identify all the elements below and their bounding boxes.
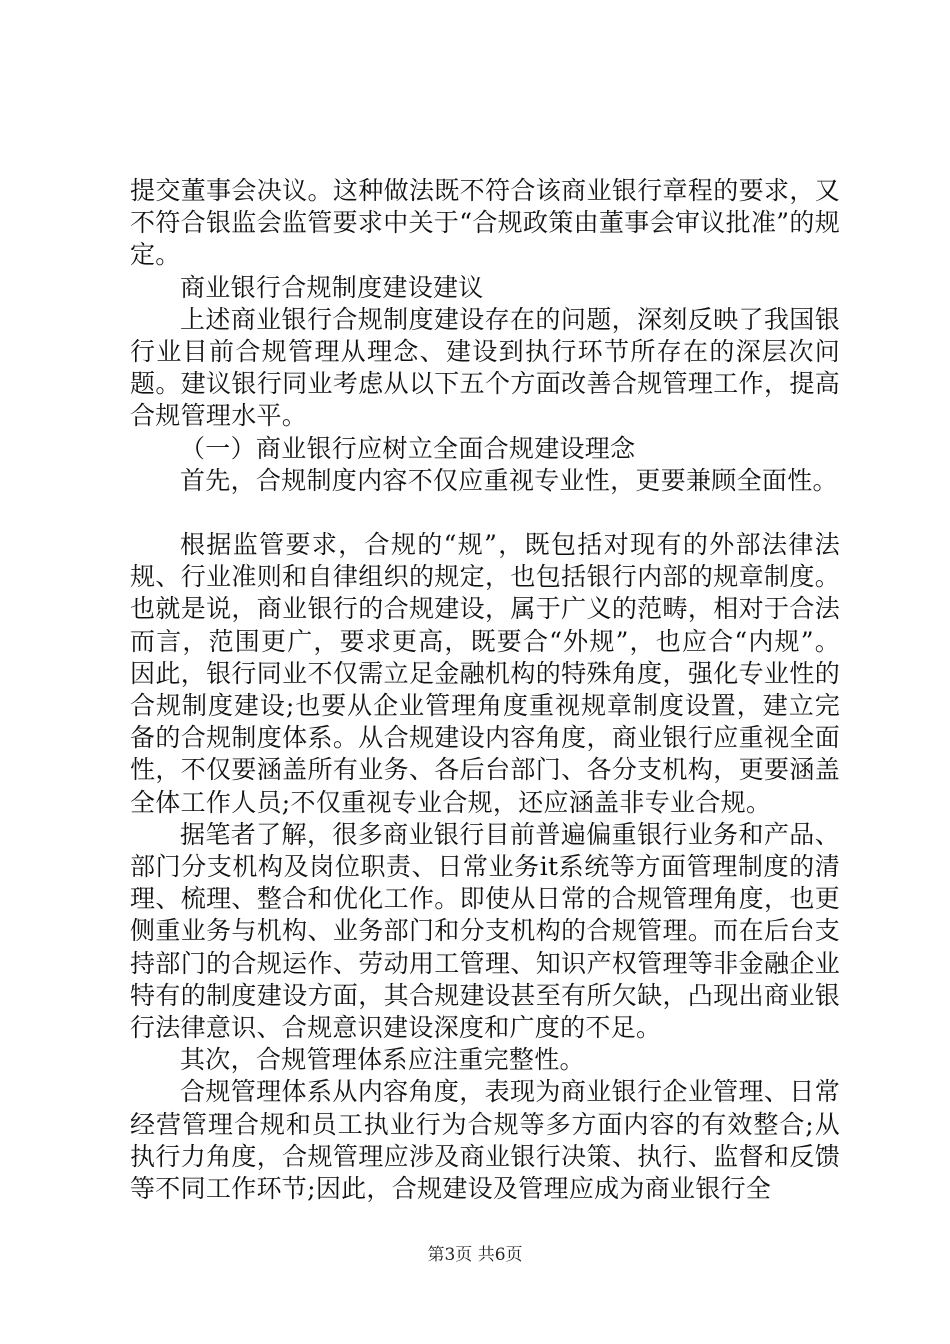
paragraph-board-resolution: 提交董事会决议。这种做法既不符合该商业银行章程的要求，又不符合银监会监管要求中关于“合规政策由董事会审议批准”的规定。: [130, 176, 840, 270]
paragraph-first-point: 首先，合规制度内容不仅应重视专业性，更要兼顾全面性。: [180, 465, 838, 495]
subsection-heading-1: （一）商业银行应树立全面合规建设理念: [180, 433, 636, 463]
paragraph-problems-reflection: 上述商业银行合规制度建设存在的问题，深刻反映了我国银行业目前合规管理从理念、建设到执行环节所存在的深层次问题。建议银行同业考虑从以下五个方面改善合规管理工作，提高合规管理水平。: [130, 304, 840, 431]
paragraph-compliance-system: 合规管理体系从内容角度，表现为商业银行企业管理、日常经营管理合规和员工执业行为合规等多方面内容的有效整合;从执行力角度，合规管理应涉及商业银行决策、执行、监督和反馈等不同工作环节;因此，合规建设及管理应成为商业银行全: [130, 1077, 840, 1204]
page-number-footer: 第3页 共6页: [427, 1245, 523, 1265]
paragraph-second-point: 其次，合规管理体系应注重完整性。: [180, 1045, 585, 1075]
paragraph-gap: [130, 497, 840, 529]
paragraph-regulatory-requirements: 根据监管要求，合规的“规”，既包括对现有的外部法律法规、行业准则和自律组织的规定，也包括银行内部的规章制度。也就是说，商业银行的合规建设，属于广义的范畴，相对于合法而言，范围更广，要求更高，既要合“外规”，也应合“内规”。因此，银行同业不仅需立足金融机构的特殊角度，强化专业性的合规制度建设;也要从企业管理角度重视规章制度设置，建立完备的合规制度体系。从合规建设内容角度，商业银行应重视全面性，不仅要涵盖所有业务、各后台部门、各分支机构，更要涵盖全体工作人员;不仅重视专业合规，还应涵盖非专业合规。: [130, 530, 840, 817]
paragraph-author-observation: 据笔者了解，很多商业银行目前普遍偏重银行业务和产品、部门分支机构及岗位职责、日常业务it系统等方面管理制度的清理、梳理、整合和优化工作。即使从日常的合规管理角度，也更侧重业务与机构、业务部门和分支机构的合规管理。而在后台支持部门的合规运作、劳动用工管理、知识产权管理等非金融企业特有的制度建设方面，其合规建设甚至有所欠缺，凸现出商业银行法律意识、合规意识建设深度和广度的不足。: [130, 819, 840, 1043]
section-heading-recommendations: 商业银行合规制度建设建议: [180, 272, 484, 302]
document-body: [130, 175, 840, 1205]
